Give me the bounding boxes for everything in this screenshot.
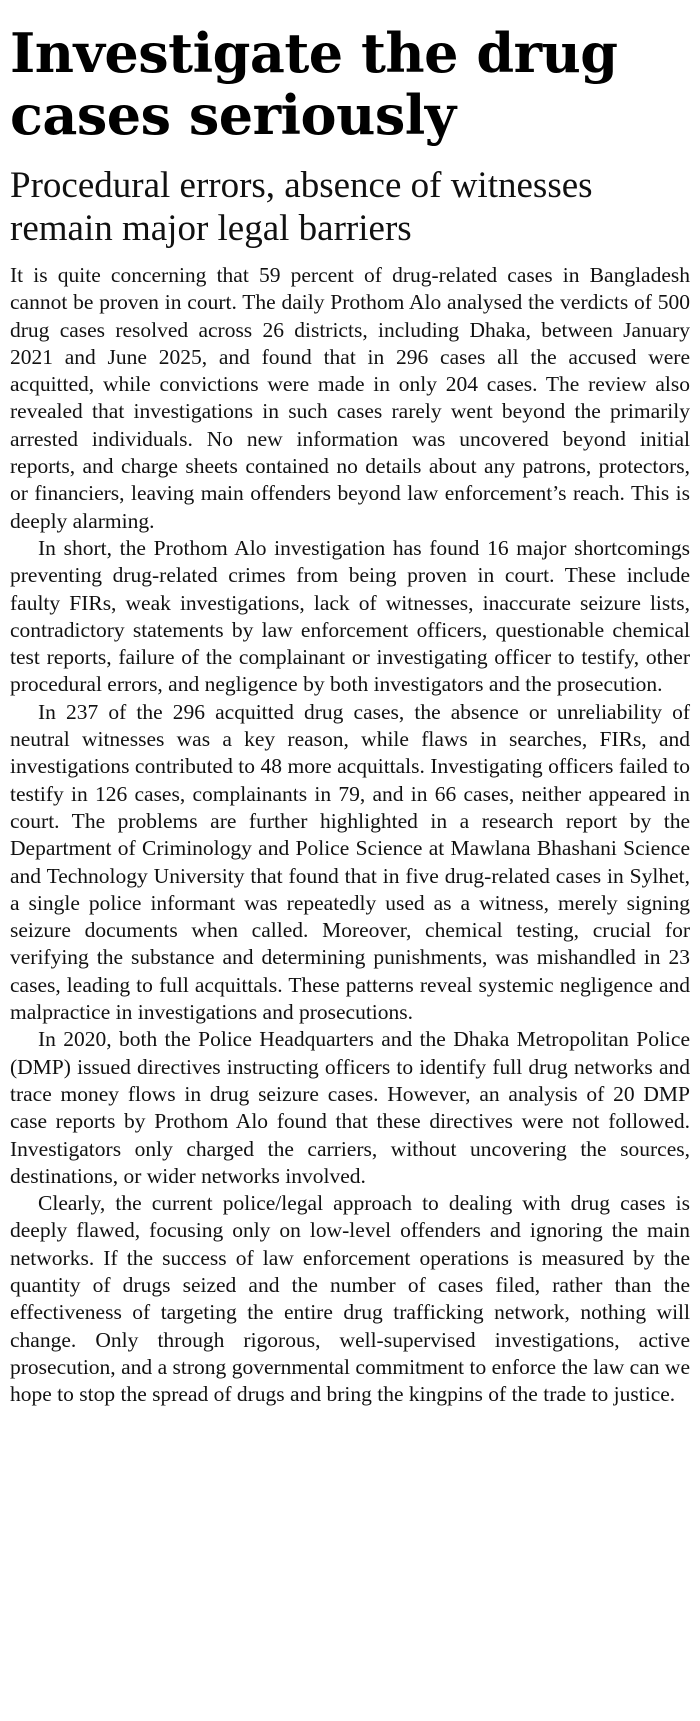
subheadline: Procedural errors, absence of witnesses remain major legal barriers [10,165,593,249]
article-body [10,262,690,1408]
headline: Investigate the drug cases seriously [10,21,618,147]
body-paragraph-3: In 237 of the 296 acquitted drug cases, the absence or unreliability of neutral witnesses was a key reason, while flaws in searches, FIRs, and investigations contributed to 48 more acquittals. Investigating officers failed to testify in 126 cases, complainants in 79, and in 66 cases, neither appeared in court. The problems are further highlighted in a research report by the Department of Criminology and Police Science at Mawlana Bhashani Science and Technology University that found that in five drug-related cases in Sylhet, a single police informant was repeatedly used as a witness, merely signing seizure documents when called. Moreover, chemical testing, crucial for verifying the substance and determining punishments, was mishandled in 23 cases, leading to full acquittals. These patterns reveal systemic negligence and malpractice in investigations and prosecutions. [10,699,690,1025]
body-paragraph-1: It is quite concerning that 59 percent of drug-related cases in Bangladesh cannot be proven in court. The daily Prothom Alo analysed the verdicts of 500 drug cases resolved across 26 districts, including Dhaka, between January 2021 and June 2025, and found that in 296 cases all the accused were acquitted, while convictions were made in only 204 cases. The review also revealed that investigations in such cases rarely went beyond the primarily arrested individuals. No new information was uncovered beyond initial reports, and charge sheets contained no details about any patrons, protectors, or financiers, leaving main offenders beyond law enforcement’s reach. This is deeply alarming. [10,263,690,533]
body-paragraph-2: In short, the Prothom Alo investigation has found 16 major shortcomings preventing drug-related crimes from being proven in court. These include faulty FIRs, weak investigations, lack of witnesses, inaccurate seizure lists, contradictory statements by law enforcement officers, questionable chemical test reports, failure of the complainant or investigating officer to testify, other procedural errors, and negligence by both investigators and the prosecution. [10,535,690,697]
body-paragraph-4: In 2020, both the Police Headquarters and the Dhaka Metropolitan Police (DMP) issued directives instructing officers to identify full drug networks and trace money flows in drug seizure cases. However, an analysis of 20 DMP case reports by Prothom Alo found that these directives were not followed. Investigators only charged the carriers, without uncovering the sources, destinations, or wider networks involved. [10,1027,690,1188]
body-paragraph-5: Clearly, the current police/legal approach to dealing with drug cases is deeply flawed, focusing only on low-level offenders and ignoring the main networks. If the success of law enforcement operations is measured by the quantity of drugs seized and the number of cases filed, rather than the effectiveness of targeting the entire drug trafficking network, nothing will change. Only through rigorous, well-supervised investigations, active prosecution, and a strong governmental commitment to enforce the law can we hope to stop the spread of drugs and bring the kingpins of the trade to justice. [10,1191,690,1407]
